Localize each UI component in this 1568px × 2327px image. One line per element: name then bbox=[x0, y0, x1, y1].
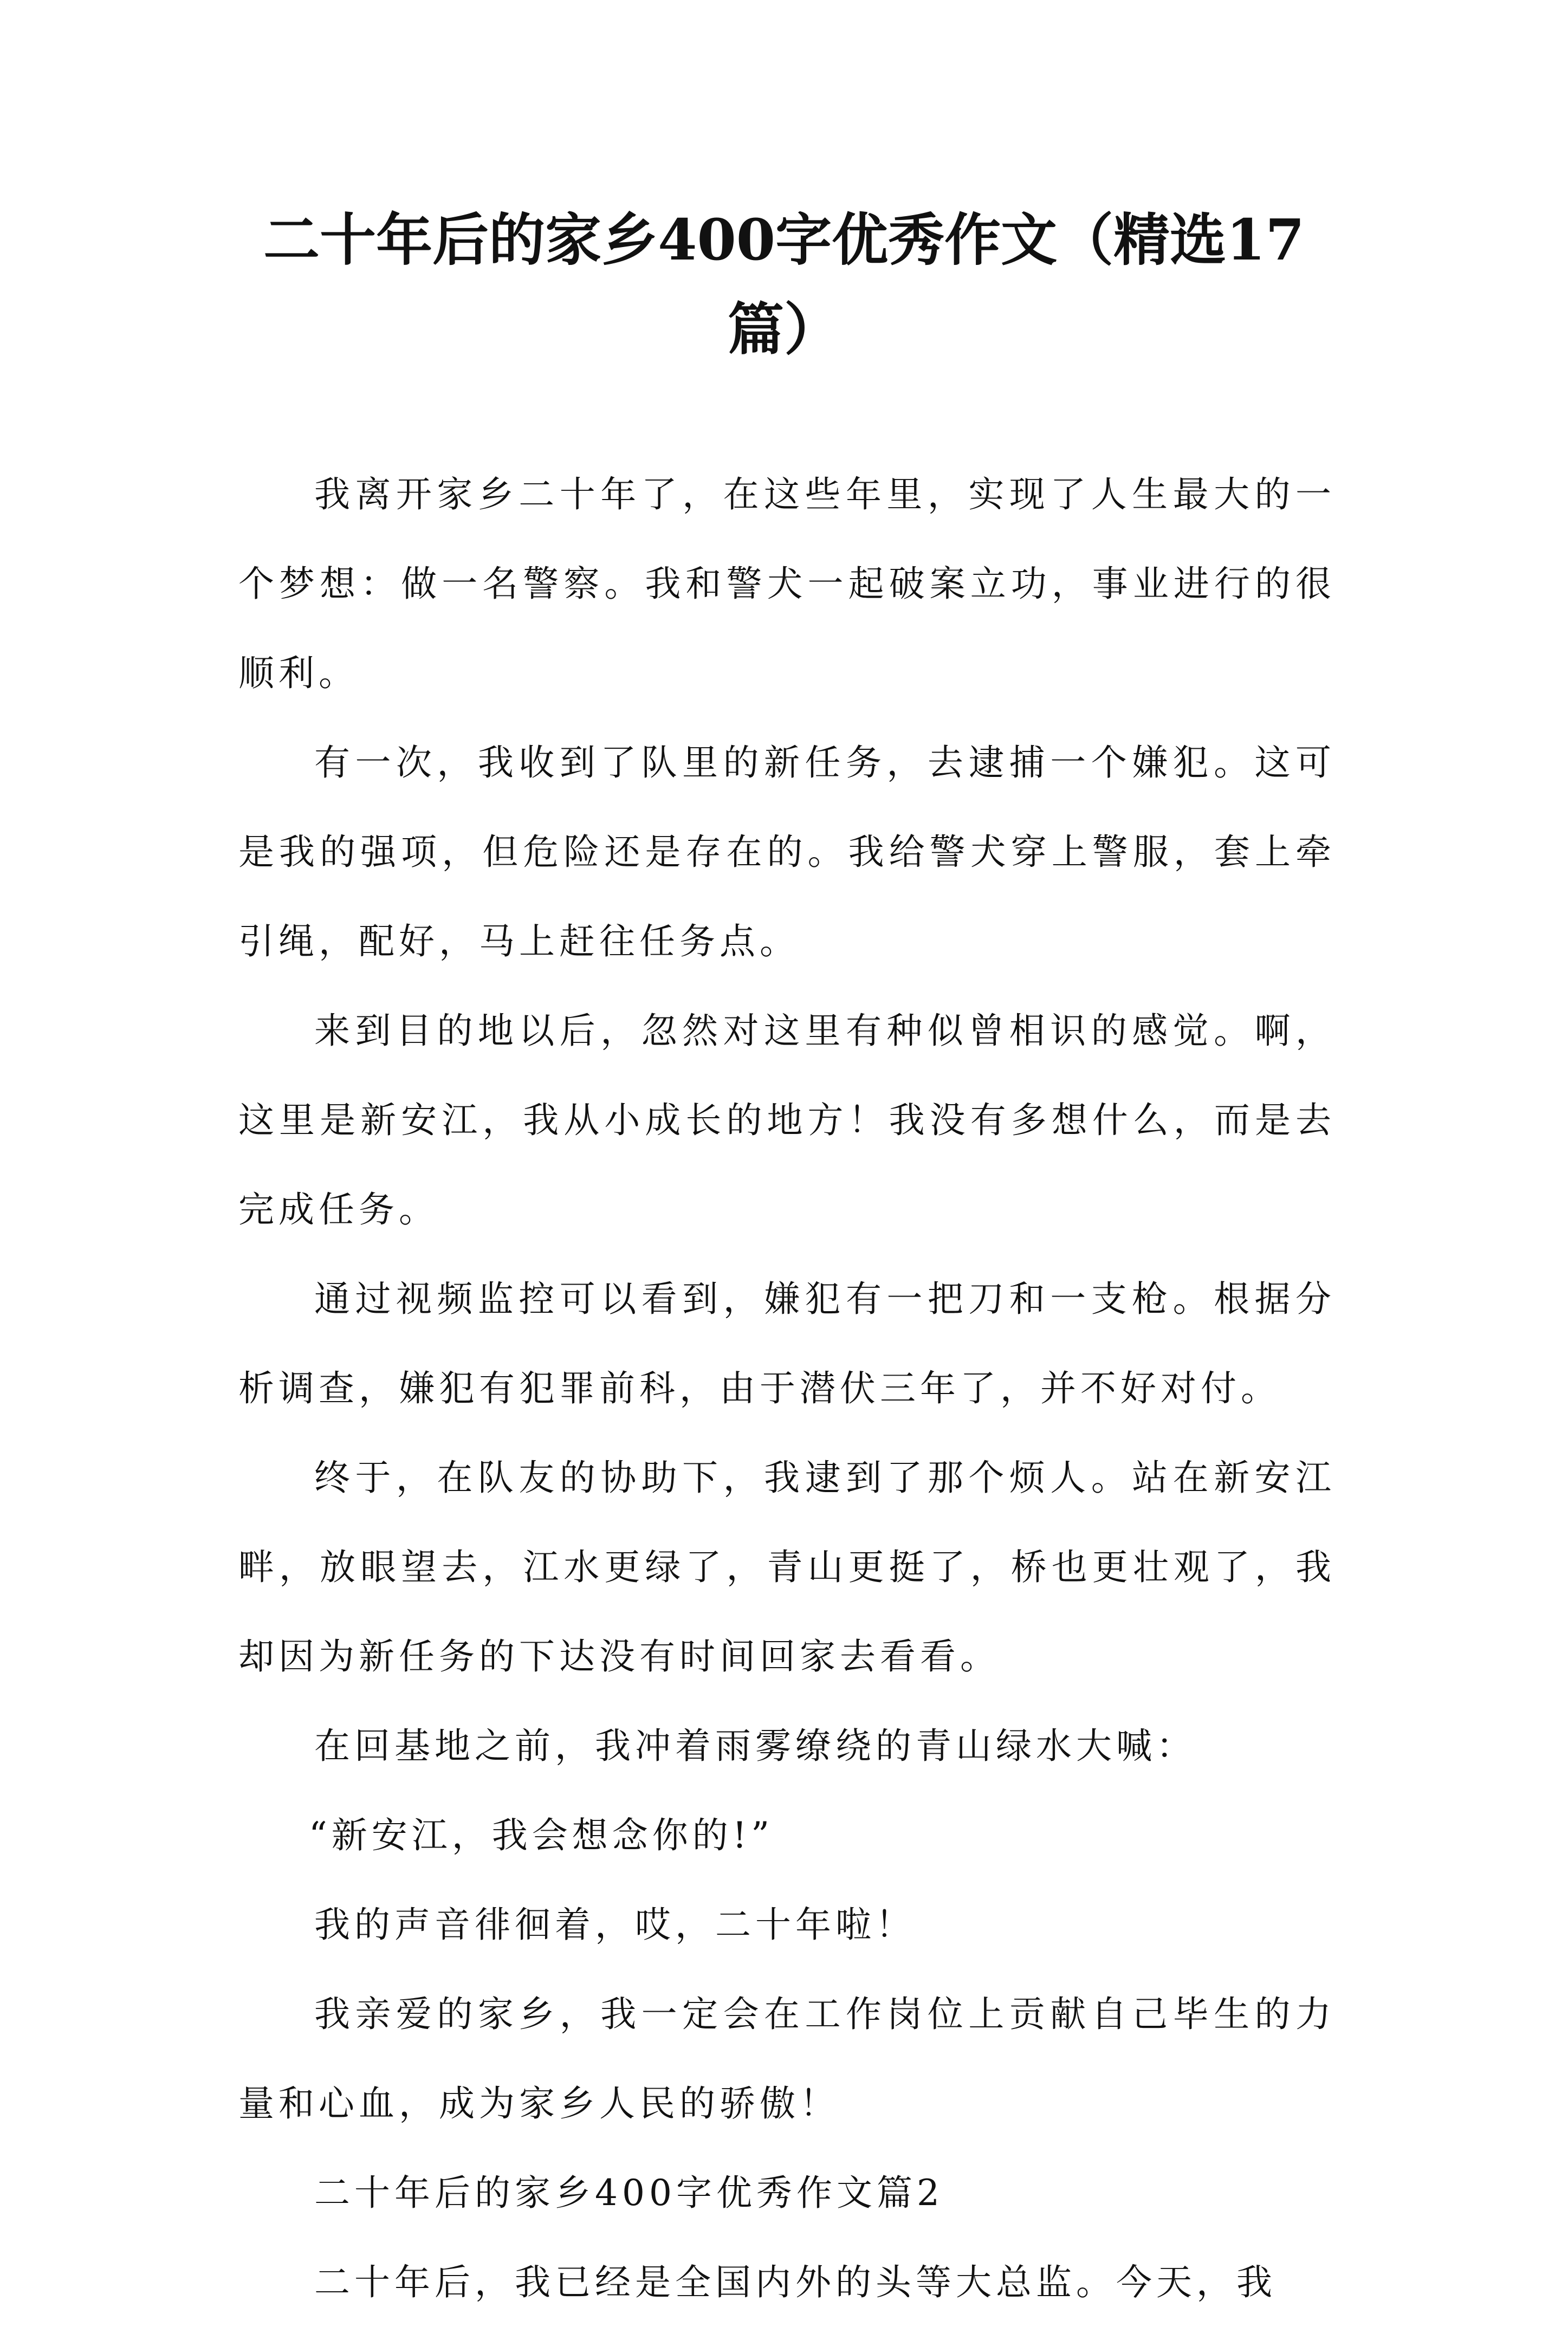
paragraph-quote: “新安江，我会想念你的!” bbox=[309, 1814, 774, 1856]
section-heading: 二十年后的家乡400字优秀作文篇2 bbox=[314, 2172, 944, 2214]
title-line-2: 篇） bbox=[727, 296, 840, 362]
title-line-1: 二十年后的家乡400字优秀作文（精选17 bbox=[263, 206, 1305, 273]
paragraph: 在回基地之前，我冲着雨雾缭绕的青山绿水大喊： bbox=[314, 1725, 1196, 1767]
paragraph: 有一次，我收到了队里的新任务，去逮捕一个嫌犯。这可是我的强项，但危险还是存在的。我给警犬穿上警服，套上牵引绳，配好，马上赶往任务点。 bbox=[238, 742, 1336, 962]
paragraph: 来到目的地以后，忽然对这里有种似曾相识的感觉。啊，这里是新安江，我从小成长的地方！我没有多想什么，而是去完成任务。 bbox=[238, 1010, 1336, 1230]
document-body bbox=[238, 450, 1336, 2327]
paragraph: 我的声音徘徊着，哎，二十年啦！ bbox=[314, 1904, 916, 1946]
document-title bbox=[217, 195, 1351, 374]
paragraph: 我离开家乡二十年了，在这些年里，实现了人生最大的一个梦想：做一名警察。我和警犬一起破案立功，事业进行的很顺利。 bbox=[238, 474, 1336, 694]
paragraph: 我亲爱的家乡，我一定会在工作岗位上贡献自己毕生的力量和心血，成为家乡人民的骄傲！ bbox=[238, 1993, 1336, 2124]
paragraph: 终于，在队友的协助下，我逮到了那个烦人。站在新安江畔，放眼望去，江水更绿了，青山更挺了，桥也更壮观了，我却因为新任务的下达没有时间回家去看看。 bbox=[238, 1457, 1336, 1677]
paragraph: 二十年后，我已经是全国内外的头等大总监。今天，我 bbox=[314, 2261, 1277, 2303]
paragraph: 通过视频监控可以看到，嫌犯有一把刀和一支枪。根据分析调查，嫌犯有犯罪前科，由于潜伏三年了，并不好对付。 bbox=[238, 1278, 1336, 1409]
